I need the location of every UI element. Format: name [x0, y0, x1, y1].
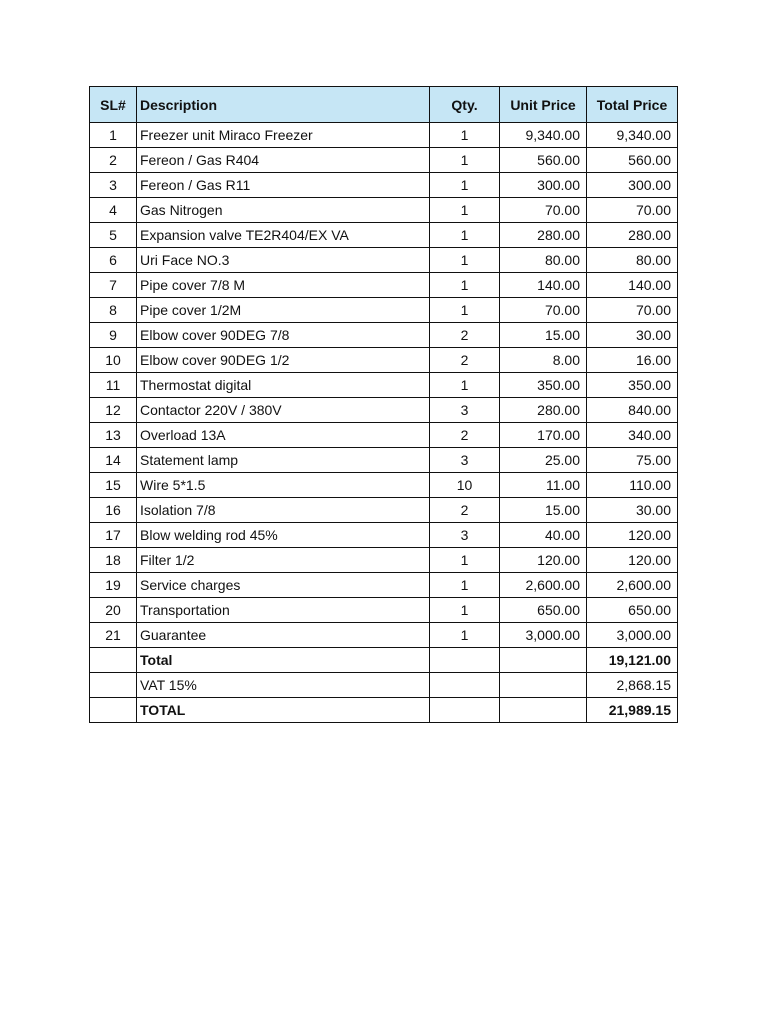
- cell-sl: 1: [90, 123, 137, 148]
- summary-empty-unit: [500, 673, 587, 698]
- cell-sl: 10: [90, 348, 137, 373]
- cell-description: Fereon / Gas R11: [137, 173, 430, 198]
- cell-qty: 3: [430, 523, 500, 548]
- cell-description: Pipe cover 1/2M: [137, 298, 430, 323]
- cell-qty: 1: [430, 298, 500, 323]
- cell-qty: 10: [430, 473, 500, 498]
- header-unit-price: Unit Price: [500, 87, 587, 123]
- cell-description: Transportation: [137, 598, 430, 623]
- cell-unit-price: 350.00: [500, 373, 587, 398]
- cell-qty: 1: [430, 248, 500, 273]
- cell-qty: 1: [430, 173, 500, 198]
- cell-unit-price: 25.00: [500, 448, 587, 473]
- table-row: [90, 423, 678, 448]
- cell-sl: 18: [90, 548, 137, 573]
- cell-qty: 2: [430, 323, 500, 348]
- cell-unit-price: 15.00: [500, 323, 587, 348]
- table-row: [90, 198, 678, 223]
- cell-sl: 11: [90, 373, 137, 398]
- cell-sl: 15: [90, 473, 137, 498]
- cell-unit-price: 40.00: [500, 523, 587, 548]
- price-table: [89, 86, 678, 723]
- table-row: [90, 348, 678, 373]
- cell-unit-price: 650.00: [500, 598, 587, 623]
- summary-label: TOTAL: [137, 698, 430, 723]
- cell-sl: 4: [90, 198, 137, 223]
- cell-unit-price: 560.00: [500, 148, 587, 173]
- cell-unit-price: 140.00: [500, 273, 587, 298]
- summary-label: VAT 15%: [137, 673, 430, 698]
- cell-qty: 2: [430, 498, 500, 523]
- cell-total-price: 2,600.00: [587, 573, 678, 598]
- cell-sl: 2: [90, 148, 137, 173]
- header-description: Description: [137, 87, 430, 123]
- cell-sl: 8: [90, 298, 137, 323]
- cell-total-price: 840.00: [587, 398, 678, 423]
- summary-label: Total: [137, 648, 430, 673]
- cell-sl: 3: [90, 173, 137, 198]
- cell-unit-price: 2,600.00: [500, 573, 587, 598]
- cell-total-price: 80.00: [587, 248, 678, 273]
- summary-empty-qty: [430, 698, 500, 723]
- cell-unit-price: 3,000.00: [500, 623, 587, 648]
- cell-sl: 16: [90, 498, 137, 523]
- cell-qty: 1: [430, 273, 500, 298]
- cell-unit-price: 11.00: [500, 473, 587, 498]
- cell-description: Thermostat digital: [137, 373, 430, 398]
- summary-row: [90, 648, 678, 673]
- cell-sl: 17: [90, 523, 137, 548]
- cell-unit-price: 70.00: [500, 298, 587, 323]
- cell-description: Fereon / Gas R404: [137, 148, 430, 173]
- cell-unit-price: 280.00: [500, 398, 587, 423]
- table-row: [90, 373, 678, 398]
- cell-sl: 14: [90, 448, 137, 473]
- summary-empty-unit: [500, 698, 587, 723]
- cell-total-price: 16.00: [587, 348, 678, 373]
- cell-qty: 2: [430, 423, 500, 448]
- cell-qty: 1: [430, 623, 500, 648]
- summary-empty-sl: [90, 648, 137, 673]
- cell-unit-price: 15.00: [500, 498, 587, 523]
- cell-qty: 1: [430, 123, 500, 148]
- summary-value: 21,989.15: [587, 698, 678, 723]
- cell-total-price: 30.00: [587, 323, 678, 348]
- table-row: [90, 498, 678, 523]
- table-row: [90, 623, 678, 648]
- cell-qty: 1: [430, 148, 500, 173]
- cell-unit-price: 8.00: [500, 348, 587, 373]
- cell-qty: 1: [430, 373, 500, 398]
- cell-qty: 3: [430, 398, 500, 423]
- cell-description: Service charges: [137, 573, 430, 598]
- cell-description: Elbow cover 90DEG 1/2: [137, 348, 430, 373]
- header-total-price: Total Price: [587, 87, 678, 123]
- cell-qty: 2: [430, 348, 500, 373]
- cell-description: Guarantee: [137, 623, 430, 648]
- cell-total-price: 350.00: [587, 373, 678, 398]
- cell-total-price: 300.00: [587, 173, 678, 198]
- summary-empty-qty: [430, 673, 500, 698]
- cell-total-price: 3,000.00: [587, 623, 678, 648]
- cell-description: Gas Nitrogen: [137, 198, 430, 223]
- cell-total-price: 140.00: [587, 273, 678, 298]
- cell-description: Elbow cover 90DEG 7/8: [137, 323, 430, 348]
- cell-description: Contactor 220V / 380V: [137, 398, 430, 423]
- cell-total-price: 75.00: [587, 448, 678, 473]
- cell-total-price: 30.00: [587, 498, 678, 523]
- cell-sl: 6: [90, 248, 137, 273]
- header-row: [90, 87, 678, 123]
- summary-row: [90, 673, 678, 698]
- cell-description: Isolation 7/8: [137, 498, 430, 523]
- cell-sl: 21: [90, 623, 137, 648]
- cell-total-price: 120.00: [587, 548, 678, 573]
- cell-total-price: 70.00: [587, 298, 678, 323]
- table-row: [90, 223, 678, 248]
- cell-unit-price: 300.00: [500, 173, 587, 198]
- cell-unit-price: 170.00: [500, 423, 587, 448]
- cell-description: Overload 13A: [137, 423, 430, 448]
- table-row: [90, 273, 678, 298]
- cell-unit-price: 120.00: [500, 548, 587, 573]
- summary-empty-unit: [500, 648, 587, 673]
- cell-description: Uri Face NO.3: [137, 248, 430, 273]
- cell-total-price: 340.00: [587, 423, 678, 448]
- cell-description: Freezer unit Miraco Freezer: [137, 123, 430, 148]
- table-body: [90, 123, 678, 723]
- cell-description: Statement lamp: [137, 448, 430, 473]
- cell-description: Filter 1/2: [137, 548, 430, 573]
- cell-total-price: 280.00: [587, 223, 678, 248]
- table-row: [90, 298, 678, 323]
- cell-description: Expansion valve TE2R404/EX VA: [137, 223, 430, 248]
- table-row: [90, 448, 678, 473]
- cell-qty: 1: [430, 573, 500, 598]
- table-row: [90, 323, 678, 348]
- table-row: [90, 573, 678, 598]
- cell-description: Pipe cover 7/8 M: [137, 273, 430, 298]
- cell-sl: 20: [90, 598, 137, 623]
- cell-sl: 12: [90, 398, 137, 423]
- cell-unit-price: 280.00: [500, 223, 587, 248]
- cell-qty: 1: [430, 548, 500, 573]
- cell-description: Blow welding rod 45%: [137, 523, 430, 548]
- cell-unit-price: 80.00: [500, 248, 587, 273]
- cell-total-price: 650.00: [587, 598, 678, 623]
- table-row: [90, 123, 678, 148]
- price-sheet: [89, 86, 677, 723]
- table-row: [90, 548, 678, 573]
- table-row: [90, 248, 678, 273]
- header-sl: SL#: [90, 87, 137, 123]
- cell-sl: 13: [90, 423, 137, 448]
- summary-value: 2,868.15: [587, 673, 678, 698]
- summary-empty-qty: [430, 648, 500, 673]
- cell-sl: 9: [90, 323, 137, 348]
- summary-empty-sl: [90, 698, 137, 723]
- table-row: [90, 598, 678, 623]
- cell-unit-price: 9,340.00: [500, 123, 587, 148]
- cell-total-price: 120.00: [587, 523, 678, 548]
- cell-unit-price: 70.00: [500, 198, 587, 223]
- header-qty: Qty.: [430, 87, 500, 123]
- cell-sl: 5: [90, 223, 137, 248]
- summary-value: 19,121.00: [587, 648, 678, 673]
- cell-qty: 1: [430, 198, 500, 223]
- table-row: [90, 523, 678, 548]
- cell-sl: 19: [90, 573, 137, 598]
- cell-qty: 1: [430, 223, 500, 248]
- table-row: [90, 473, 678, 498]
- cell-description: Wire 5*1.5: [137, 473, 430, 498]
- table-row: [90, 173, 678, 198]
- table-row: [90, 148, 678, 173]
- cell-qty: 3: [430, 448, 500, 473]
- cell-total-price: 560.00: [587, 148, 678, 173]
- cell-total-price: 70.00: [587, 198, 678, 223]
- table-row: [90, 398, 678, 423]
- cell-qty: 1: [430, 598, 500, 623]
- cell-sl: 7: [90, 273, 137, 298]
- summary-empty-sl: [90, 673, 137, 698]
- summary-row: [90, 698, 678, 723]
- cell-total-price: 9,340.00: [587, 123, 678, 148]
- cell-total-price: 110.00: [587, 473, 678, 498]
